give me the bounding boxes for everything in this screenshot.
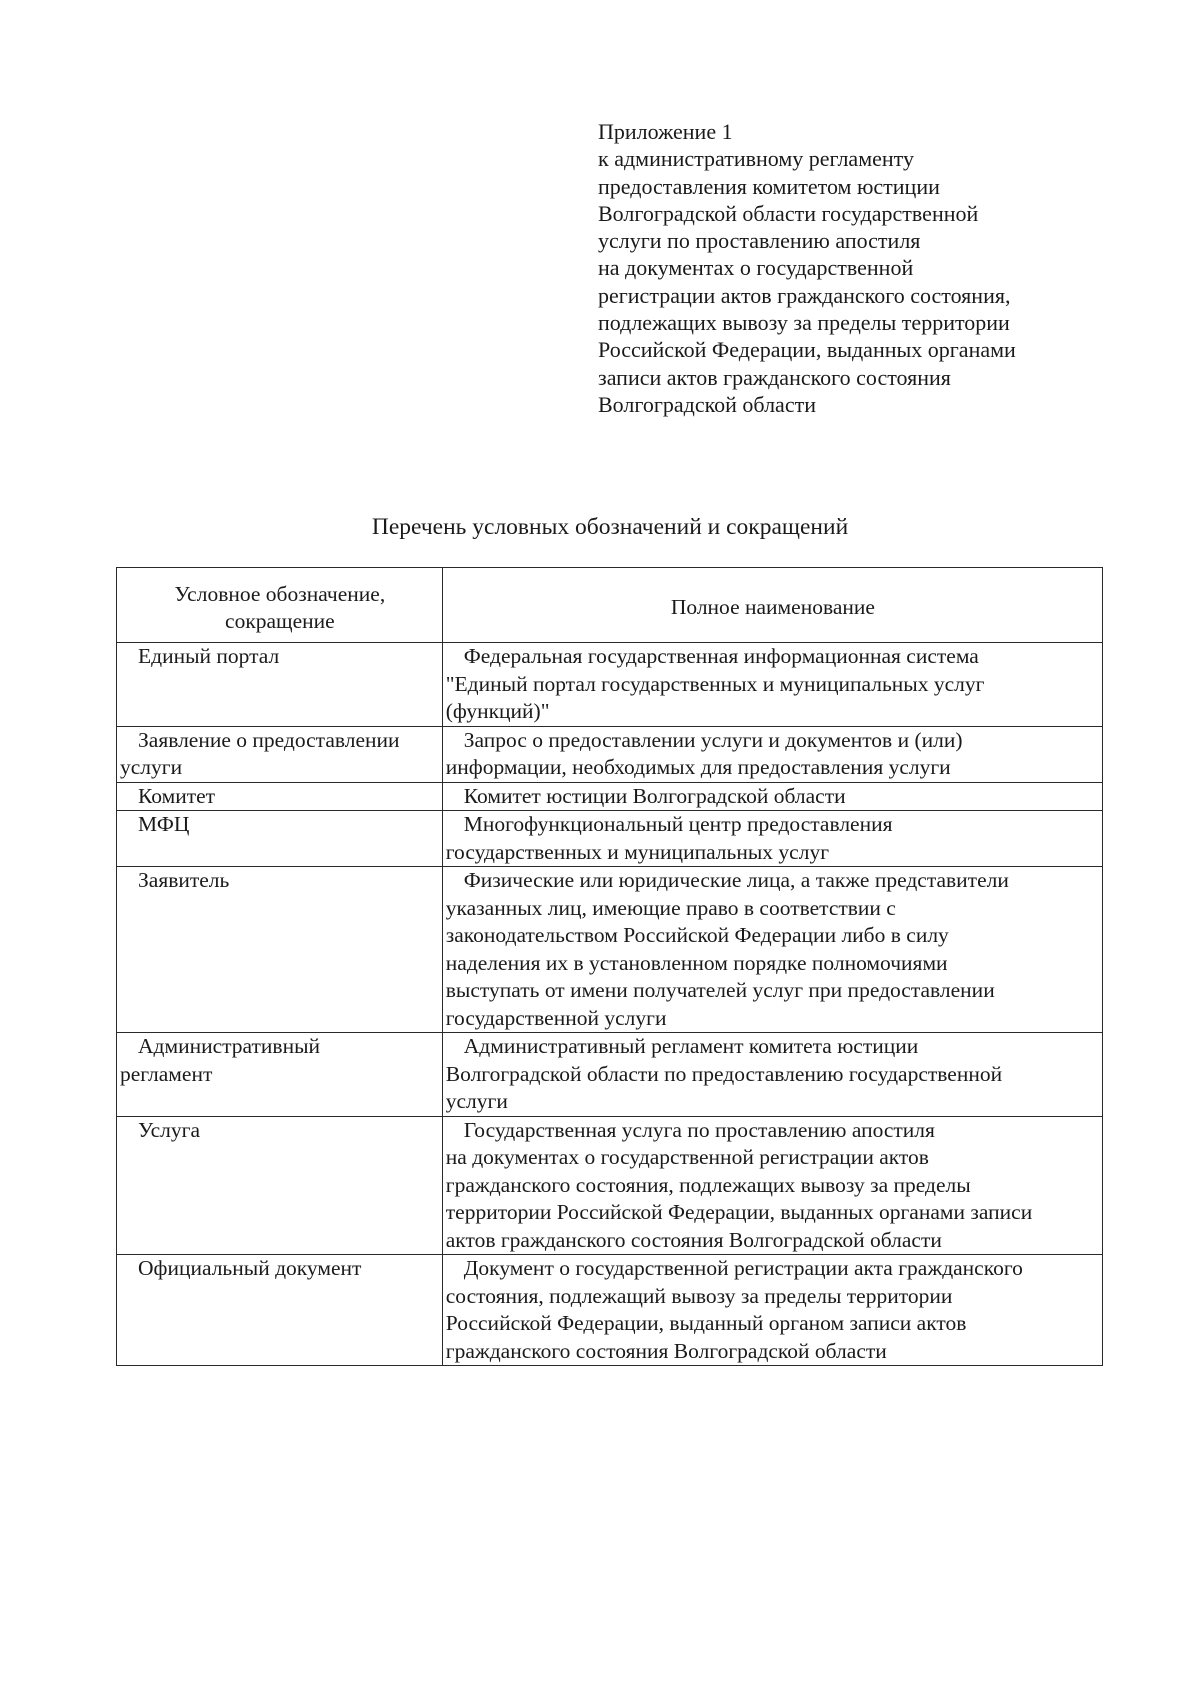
term-cell xyxy=(117,782,443,811)
definition-cell xyxy=(442,726,1102,782)
header-term xyxy=(117,568,443,643)
definition-line: на документах о государственной регистрации актов xyxy=(445,1145,929,1169)
definition-line: государственных и муниципальных услуг xyxy=(445,839,830,864)
appendix-line: к административному регламенту xyxy=(598,146,914,172)
definition-line: Государственная услуга по проставлению апостиля xyxy=(463,1117,935,1142)
definition-line: Физические или юридические лица, а также представители xyxy=(463,868,1009,892)
definition-line: наделения их в установленном порядке полномочиями xyxy=(445,950,948,975)
term-line: Административный xyxy=(138,1034,321,1058)
term-cell xyxy=(117,1116,443,1255)
table-row xyxy=(117,811,1103,867)
definition-line: Федеральная государственная информационная система xyxy=(463,644,979,668)
appendix-line: на документах о государственной xyxy=(598,255,914,281)
header-definition: Полное наименование xyxy=(442,568,1102,643)
term-line: Единый портал xyxy=(138,644,280,668)
document-title: Перечень условных обозначений и сокращений xyxy=(371,514,849,540)
appendix-line: Российской Федерации, выданных органами xyxy=(598,337,1016,363)
appendix-line: подлежащих вывозу за пределы территории xyxy=(598,310,1010,336)
definition-line: Волгоградской области по предоставлению государственной xyxy=(445,1061,1003,1086)
appendix-line: услуги по проставлению апостиля xyxy=(598,228,921,254)
definition-line: (функций)" xyxy=(445,699,550,723)
term-cell xyxy=(117,1033,443,1117)
appendix-line: записи актов гражданского состояния xyxy=(598,364,951,390)
term-line: регламент xyxy=(120,1061,213,1086)
definition-line: актов гражданского состояния Волгоградской области xyxy=(445,1227,942,1252)
table-row xyxy=(117,643,1103,727)
term-line: Заявление о предоставлении xyxy=(138,727,400,752)
definition-line: Запрос о предоставлении услуги и документов и (или) xyxy=(463,727,963,752)
definition-line: Административный регламент комитета юстиции xyxy=(463,1034,919,1058)
table-header-row xyxy=(117,568,1103,643)
definition-line: "Единый портал государственных и муниципальных услуг xyxy=(445,671,985,696)
definition-cell xyxy=(442,1255,1102,1366)
term-cell xyxy=(117,643,443,727)
definition-line: услуги xyxy=(445,1089,508,1113)
appendix-header xyxy=(598,118,1118,418)
definition-cell xyxy=(442,811,1102,867)
term-cell xyxy=(117,726,443,782)
table-row xyxy=(117,867,1103,1033)
header-term-line: сокращение xyxy=(225,609,335,633)
term-cell xyxy=(117,811,443,867)
definition-line: законодательством Российской Федерации либо в силу xyxy=(445,923,949,947)
term-line: Официальный документ xyxy=(138,1256,362,1280)
definition-cell xyxy=(442,782,1102,811)
table-row xyxy=(117,1033,1103,1117)
table-row xyxy=(117,1116,1103,1255)
definition-line: территории Российской Федерации, выданных органами записи xyxy=(445,1200,1033,1224)
term-cell xyxy=(117,1255,443,1366)
table-row xyxy=(117,1255,1103,1366)
term-line: МФЦ xyxy=(138,812,190,836)
appendix-line: Волгоградской области государственной xyxy=(598,200,979,226)
table-row xyxy=(117,726,1103,782)
definition-line: информации, необходимых для предоставления услуги xyxy=(445,755,951,779)
definition-cell xyxy=(442,867,1102,1033)
header-term-line: Условное обозначение, xyxy=(174,581,386,606)
term-cell xyxy=(117,867,443,1033)
definition-line: Комитет юстиции Волгоградской области xyxy=(463,783,846,808)
definition-line: состояния, подлежащий вывозу за пределы территории xyxy=(445,1283,953,1308)
definition-line: Документ о государственной регистрации акта гражданского xyxy=(463,1256,1023,1280)
definition-cell xyxy=(442,1116,1102,1255)
definition-line: выступать от имени получателей услуг при предоставлении xyxy=(445,978,995,1002)
abbreviations-table xyxy=(116,567,1103,1366)
table-row xyxy=(117,782,1103,811)
term-line: Заявитель xyxy=(138,868,230,892)
definition-line: государственной услуги xyxy=(445,1005,667,1030)
appendix-line: предоставления комитетом юстиции xyxy=(598,173,940,199)
definition-cell xyxy=(442,1033,1102,1117)
definition-line: Многофункциональный центр предоставления xyxy=(463,812,893,836)
definition-cell xyxy=(442,643,1102,727)
definition-line: гражданского состояния Волгоградской области xyxy=(445,1338,887,1363)
definition-line: гражданского состояния, подлежащих вывозу за пределы xyxy=(445,1172,971,1197)
term-line: услуги xyxy=(120,755,183,779)
appendix-line: Приложение 1 xyxy=(598,119,733,144)
appendix-line: Волгоградской области xyxy=(598,391,816,417)
definition-line: Российской Федерации, выданный органом записи актов xyxy=(445,1311,967,1335)
term-line: Услуга xyxy=(138,1117,201,1142)
term-line: Комитет xyxy=(138,783,216,808)
definition-line: указанных лиц, имеющие право в соответствии с xyxy=(445,895,896,920)
appendix-line: регистрации актов гражданского состояния, xyxy=(598,282,1011,308)
